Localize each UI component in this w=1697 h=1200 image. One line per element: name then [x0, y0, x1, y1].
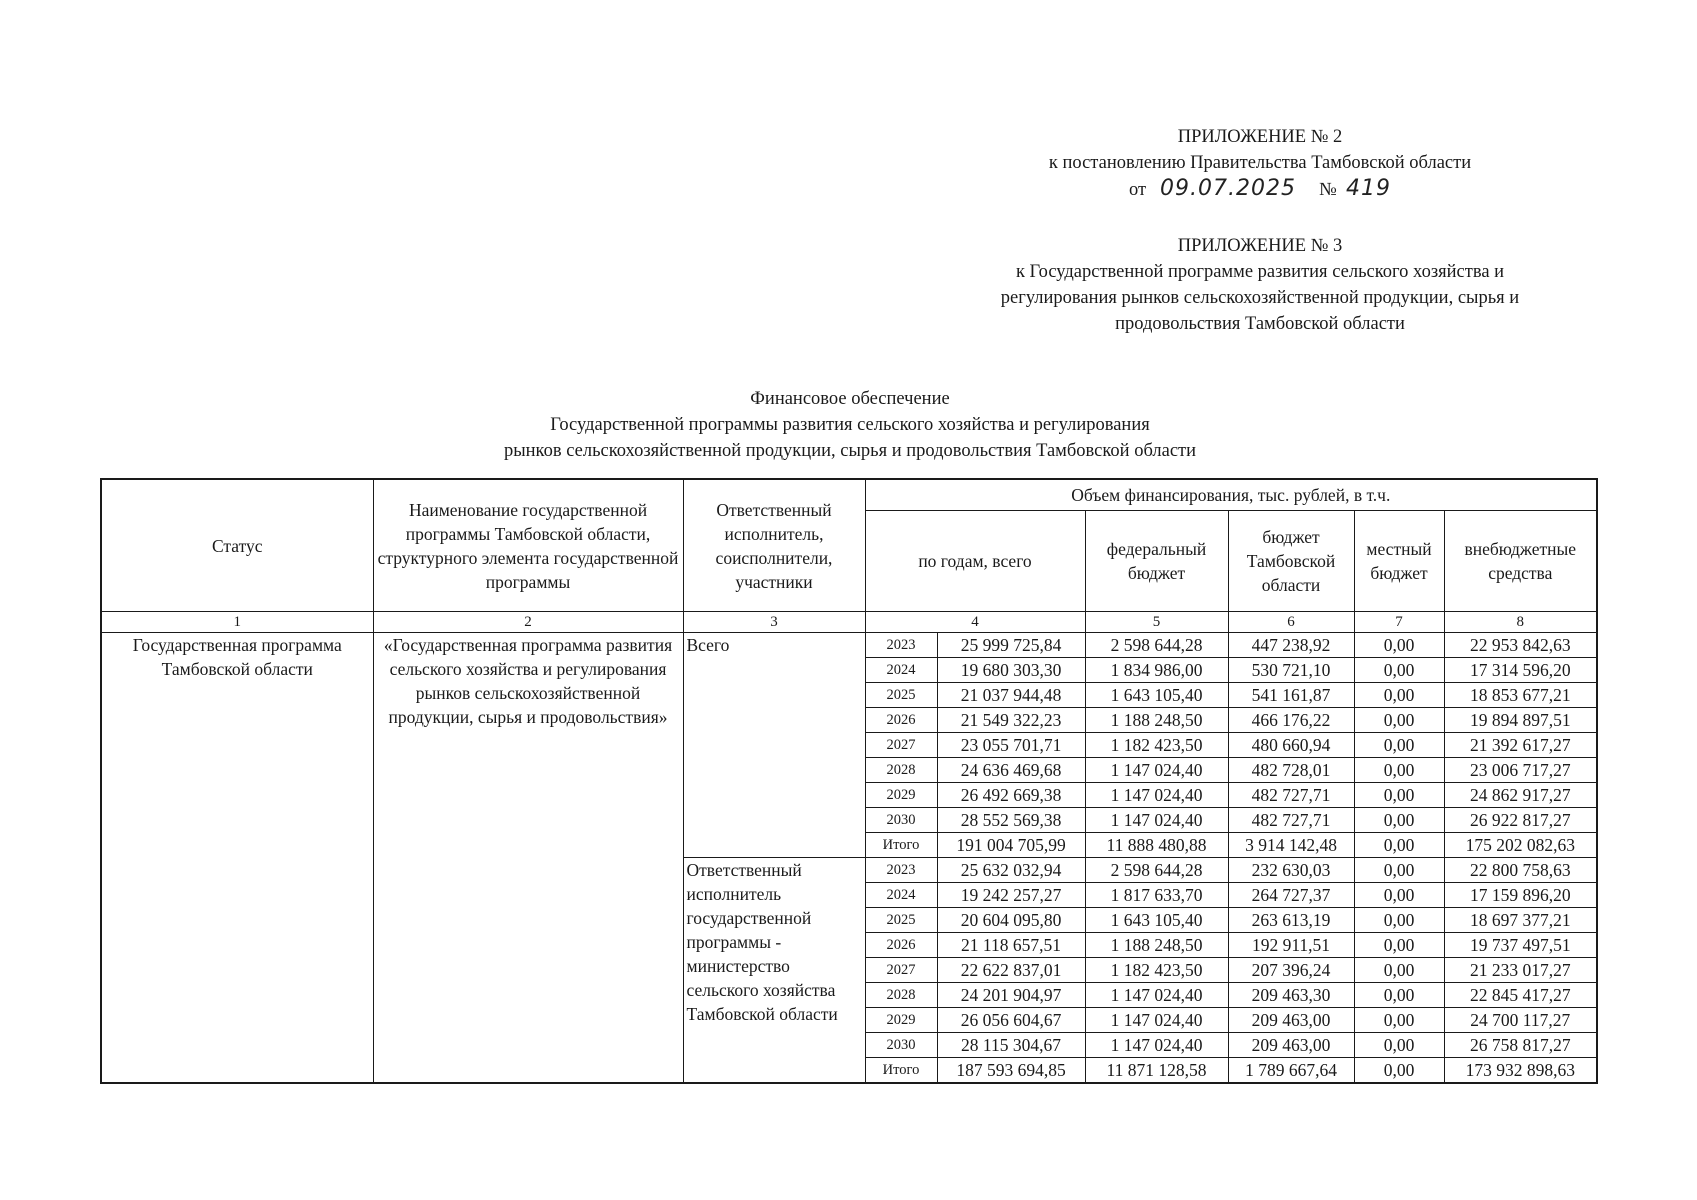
executor-cell: Ответственный исполнитель государственной программы - министерство сельского хозяйства Тамбовской области [683, 858, 865, 1084]
extra-cell: 19 894 897,51 [1444, 708, 1597, 733]
total-cell: 19 242 257,27 [937, 883, 1085, 908]
appendix-3-line-1: к Государственной программе развития сельского хозяйства и [1015, 262, 1505, 282]
federal-cell: 1 188 248,50 [1085, 933, 1228, 958]
total-cell: 24 636 469,68 [937, 758, 1085, 783]
header-federal: федеральный бюджет [1085, 511, 1228, 612]
col-number: 5 [1085, 612, 1228, 633]
regional-cell: 541 161,87 [1228, 683, 1354, 708]
document-title-line-1: Финансовое обеспечение [750, 389, 950, 409]
local-cell: 0,00 [1354, 1008, 1444, 1033]
col-number: 7 [1354, 612, 1444, 633]
extra-cell: 22 800 758,63 [1444, 858, 1597, 883]
extra-cell: 26 758 817,27 [1444, 1033, 1597, 1058]
local-cell: 0,00 [1354, 983, 1444, 1008]
extra-cell: 17 159 896,20 [1444, 883, 1597, 908]
appendix-3-line-3: продовольствия Тамбовской области [1115, 314, 1405, 334]
extra-cell: 175 202 082,63 [1444, 833, 1597, 858]
year-cell: 2030 [865, 808, 937, 833]
federal-cell: 2 598 644,28 [1085, 858, 1228, 883]
extra-cell: 22 845 417,27 [1444, 983, 1597, 1008]
appendix-2-date-line [1000, 176, 1520, 203]
appendix-3-title: ПРИЛОЖЕНИЕ № 3 [1177, 236, 1343, 256]
total-cell: 21 037 944,48 [937, 683, 1085, 708]
year-cell: 2029 [865, 783, 937, 808]
local-cell: 0,00 [1354, 933, 1444, 958]
local-cell: 0,00 [1354, 883, 1444, 908]
regional-cell: 482 728,01 [1228, 758, 1354, 783]
federal-cell: 1 643 105,40 [1085, 908, 1228, 933]
handwritten-date: 09.07.2025 [1159, 176, 1296, 201]
appendix-3-line-2: регулирования рынков сельскохозяйственной продукции, сырья и [1000, 288, 1520, 308]
federal-cell: 1 834 986,00 [1085, 658, 1228, 683]
federal-cell: 1 643 105,40 [1085, 683, 1228, 708]
col-number: 2 [373, 612, 683, 633]
col-number: 8 [1444, 612, 1597, 633]
appendix-2-line: к постановлению Правительства Тамбовской области [1048, 153, 1472, 173]
regional-cell: 482 727,71 [1228, 808, 1354, 833]
total-cell: 26 492 669,38 [937, 783, 1085, 808]
table-row [101, 633, 1597, 658]
program-name-cell: «Государственная программа развития сельского хозяйства и регулирования рынков сельскохозяйственной продукции, сырья и продовольствия» [373, 633, 683, 1084]
federal-cell: 1 147 024,40 [1085, 983, 1228, 1008]
regional-cell: 192 911,51 [1228, 933, 1354, 958]
extra-cell: 173 932 898,63 [1444, 1058, 1597, 1084]
local-cell: 0,00 [1354, 783, 1444, 808]
extra-cell: 24 862 917,27 [1444, 783, 1597, 808]
from-label: от [1129, 180, 1147, 200]
local-cell: 0,00 [1354, 733, 1444, 758]
handwritten-number: 419 [1345, 176, 1391, 201]
local-cell: 0,00 [1354, 833, 1444, 858]
total-cell: 25 999 725,84 [937, 633, 1085, 658]
extra-cell: 17 314 596,20 [1444, 658, 1597, 683]
year-cell: 2025 [865, 908, 937, 933]
header-row-1 [101, 479, 1597, 511]
regional-cell: 263 613,19 [1228, 908, 1354, 933]
year-cell: 2027 [865, 958, 937, 983]
regional-cell: 209 463,30 [1228, 983, 1354, 1008]
total-cell: 21 118 657,51 [937, 933, 1085, 958]
federal-cell: 1 147 024,40 [1085, 783, 1228, 808]
year-cell: 2026 [865, 933, 937, 958]
total-cell: 187 593 694,85 [937, 1058, 1085, 1084]
total-cell: 21 549 322,23 [937, 708, 1085, 733]
regional-cell: 264 727,37 [1228, 883, 1354, 908]
extra-cell: 24 700 117,27 [1444, 1008, 1597, 1033]
total-cell: 24 201 904,97 [937, 983, 1085, 1008]
header-executor: Ответственный исполнитель, соисполнители, участники [683, 479, 865, 612]
total-cell: 28 115 304,67 [937, 1033, 1085, 1058]
federal-cell: 11 871 128,58 [1085, 1058, 1228, 1084]
local-cell: 0,00 [1354, 683, 1444, 708]
federal-cell: 2 598 644,28 [1085, 633, 1228, 658]
total-cell: 28 552 569,38 [937, 808, 1085, 833]
total-cell: 19 680 303,30 [937, 658, 1085, 683]
financing-table [100, 478, 1598, 1084]
total-cell: 22 622 837,01 [937, 958, 1085, 983]
regional-cell: 482 727,71 [1228, 783, 1354, 808]
header-total: по годам, всего [865, 511, 1085, 612]
header-regional: бюджет Тамбовской области [1228, 511, 1354, 612]
extra-cell: 21 392 617,27 [1444, 733, 1597, 758]
local-cell: 0,00 [1354, 1033, 1444, 1058]
year-cell: 2029 [865, 1008, 937, 1033]
local-cell: 0,00 [1354, 1058, 1444, 1084]
local-cell: 0,00 [1354, 658, 1444, 683]
appendix-3-block [940, 233, 1580, 337]
regional-cell: 209 463,00 [1228, 1033, 1354, 1058]
year-cell: 2024 [865, 883, 937, 908]
federal-cell: 1 182 423,50 [1085, 733, 1228, 758]
regional-cell: 209 463,00 [1228, 1008, 1354, 1033]
regional-cell: 1 789 667,64 [1228, 1058, 1354, 1084]
document-title [100, 386, 1600, 464]
status-cell: Государственная программа Тамбовской области [101, 633, 373, 1084]
executor-cell: Всего [683, 633, 865, 858]
federal-cell: 1 817 633,70 [1085, 883, 1228, 908]
year-cell: 2028 [865, 983, 937, 1008]
year-cell: 2026 [865, 708, 937, 733]
regional-cell: 530 721,10 [1228, 658, 1354, 683]
extra-cell: 19 737 497,51 [1444, 933, 1597, 958]
total-cell: 26 056 604,67 [937, 1008, 1085, 1033]
extra-cell: 22 953 842,63 [1444, 633, 1597, 658]
local-cell: 0,00 [1354, 858, 1444, 883]
number-label: № [1319, 180, 1337, 200]
total-cell: 20 604 095,80 [937, 908, 1085, 933]
local-cell: 0,00 [1354, 908, 1444, 933]
regional-cell: 232 630,03 [1228, 858, 1354, 883]
year-cell: 2024 [865, 658, 937, 683]
year-cell: 2027 [865, 733, 937, 758]
extra-cell: 23 006 717,27 [1444, 758, 1597, 783]
year-cell: Итого [865, 833, 937, 858]
col-number: 3 [683, 612, 865, 633]
local-cell: 0,00 [1354, 958, 1444, 983]
year-cell: 2023 [865, 858, 937, 883]
local-cell: 0,00 [1354, 708, 1444, 733]
federal-cell: 1 188 248,50 [1085, 708, 1228, 733]
appendix-2-title: ПРИЛОЖЕНИЕ № 2 [1177, 127, 1343, 147]
regional-cell: 3 914 142,48 [1228, 833, 1354, 858]
year-cell: 2028 [865, 758, 937, 783]
extra-cell: 18 853 677,21 [1444, 683, 1597, 708]
year-cell: 2025 [865, 683, 937, 708]
federal-cell: 11 888 480,88 [1085, 833, 1228, 858]
total-cell: 191 004 705,99 [937, 833, 1085, 858]
col-number: 6 [1228, 612, 1354, 633]
regional-cell: 480 660,94 [1228, 733, 1354, 758]
column-number-row [101, 612, 1597, 633]
header-volume: Объем финансирования, тыс. рублей, в т.ч. [865, 479, 1597, 511]
total-cell: 23 055 701,71 [937, 733, 1085, 758]
federal-cell: 1 147 024,40 [1085, 808, 1228, 833]
document-title-line-2: Государственной программы развития сельского хозяйства и регулирования [550, 415, 1150, 435]
year-cell: Итого [865, 1058, 937, 1084]
col-number: 4 [865, 612, 1085, 633]
appendix-2-block [1000, 124, 1520, 203]
regional-cell: 447 238,92 [1228, 633, 1354, 658]
local-cell: 0,00 [1354, 808, 1444, 833]
federal-cell: 1 147 024,40 [1085, 758, 1228, 783]
extra-cell: 26 922 817,27 [1444, 808, 1597, 833]
header-status: Статус [101, 479, 373, 612]
document-title-line-3: рынков сельскохозяйственной продукции, сырья и продовольствия Тамбовской области [503, 441, 1197, 461]
header-extra: внебюджетные средства [1444, 511, 1597, 612]
extra-cell: 18 697 377,21 [1444, 908, 1597, 933]
year-cell: 2023 [865, 633, 937, 658]
federal-cell: 1 147 024,40 [1085, 1008, 1228, 1033]
header-name: Наименование государственной программы Тамбовской области, структурного элемента государственной программы [373, 479, 683, 612]
local-cell: 0,00 [1354, 758, 1444, 783]
regional-cell: 207 396,24 [1228, 958, 1354, 983]
total-cell: 25 632 032,94 [937, 858, 1085, 883]
year-cell: 2030 [865, 1033, 937, 1058]
regional-cell: 466 176,22 [1228, 708, 1354, 733]
header-local: местный бюджет [1354, 511, 1444, 612]
federal-cell: 1 147 024,40 [1085, 1033, 1228, 1058]
local-cell: 0,00 [1354, 633, 1444, 658]
col-number: 1 [101, 612, 373, 633]
extra-cell: 21 233 017,27 [1444, 958, 1597, 983]
federal-cell: 1 182 423,50 [1085, 958, 1228, 983]
